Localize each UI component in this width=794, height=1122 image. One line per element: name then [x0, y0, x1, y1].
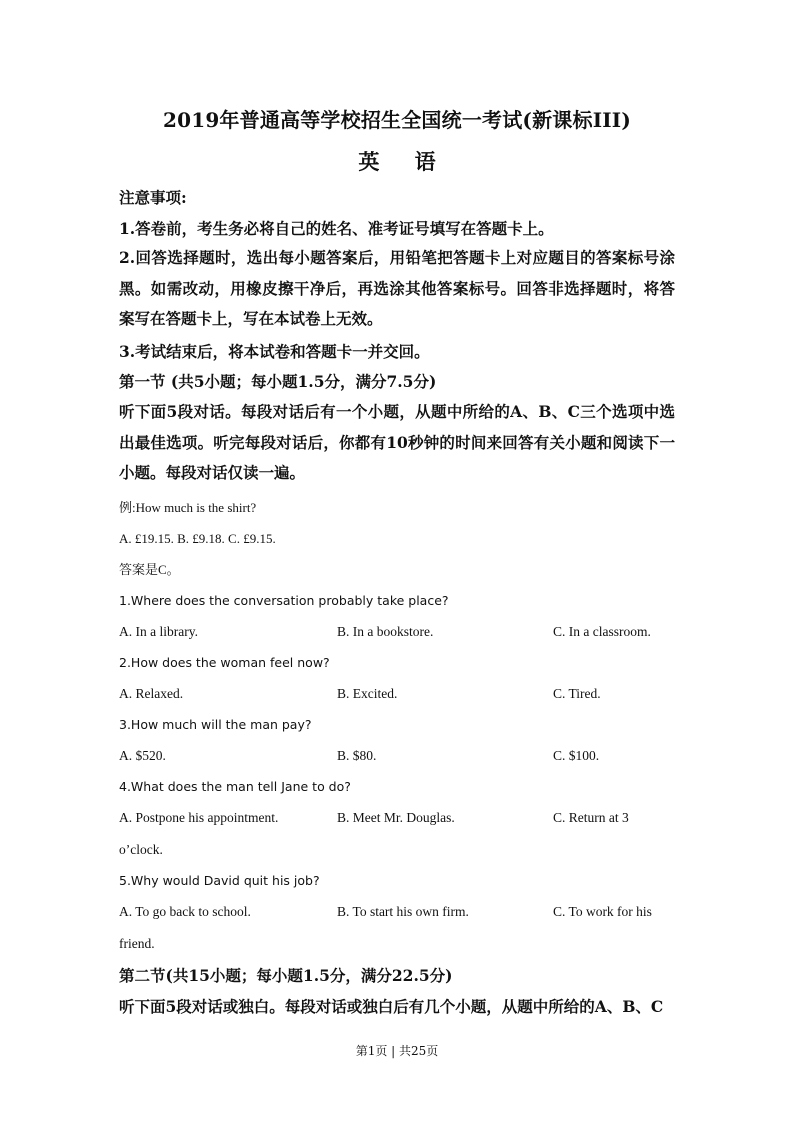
notice-item-1: 1.答卷前，考生务必将自己的姓名、准考证号填写在答题卡上。 [119, 219, 554, 238]
q5-option-c-continued: friend. [119, 936, 155, 951]
example-options: A. £19.15. B. £9.18. C. £9.15. [119, 531, 276, 546]
page-title: 2019年普通高等学校招生全国统一考试(新课标III) [162, 108, 632, 132]
q3-option-a: A. $520. [119, 748, 166, 763]
q4-option-b: B. Meet Mr. Douglas. [337, 810, 455, 825]
question-4: 4.What does the man tell Jane to do? [119, 779, 351, 794]
section2-instructions: 听下面5段对话或独白。每段对话或独白后有几个小题，从题中所给的A、B、C [119, 997, 664, 1016]
q4-option-a: A. Postpone his appointment. [119, 810, 279, 825]
question-3: 3.How much will the man pay? [119, 717, 312, 732]
question-1: 1.Where does the conversation probably take place? [119, 593, 449, 608]
q5-option-a: A. To go back to school. [119, 904, 251, 919]
q1-option-c: C. In a classroom. [553, 624, 651, 639]
section1-heading: 第一节 (共5小题；每小题1.5分，满分7.5分) [119, 372, 437, 391]
example-question: 例:How much is the shirt? [119, 500, 257, 515]
q2-option-a: A. Relaxed. [119, 686, 184, 701]
notice-item-2: 2.回答选择题时，选出每小题答案后，用铅笔把答题卡上对应题目的答案标号涂黑。如需改动，用橡皮擦干净后，再选涂其他答案标号。回答非选择题时，将答案写在答题卡上，写在本试卷上无效。 [119, 248, 675, 328]
q5-option-c: C. To work for his [553, 904, 652, 919]
section2-heading: 第二节(共15小题；每小题1.5分，满分22.5分) [119, 966, 453, 985]
q3-option-c: C. $100. [553, 748, 600, 763]
q4-option-c-continued: o’clock. [119, 842, 163, 857]
q4-option-c: C. Return at 3 [553, 810, 629, 825]
notice-heading: 注意事项: [119, 188, 187, 207]
q1-option-a: A. In a library. [119, 624, 198, 639]
question-2: 2.How does the woman feel now? [119, 655, 330, 670]
section1-instructions: 听下面5段对话。每段对话后有一个小题，从题中所给的A、B、C三个选项中选出最佳选项。听完每段对话后，你都有10秒钟的时间来回答有关小题和阅读下一小题。每段对话仅读一遍。 [119, 402, 675, 482]
q2-option-c: C. Tired. [553, 686, 601, 701]
q2-option-b: B. Excited. [337, 686, 398, 701]
subject-title: 英 语 [358, 149, 436, 174]
notice-item-3: 3.考试结束后，将本试卷和答题卡一并交回。 [119, 342, 430, 361]
page-number: 第1页 | 共25页 [355, 1044, 439, 1058]
question-5: 5.Why would David quit his job? [119, 873, 320, 888]
q3-option-b: B. $80. [337, 748, 377, 763]
example-answer: 答案是C。 [119, 562, 180, 577]
q5-option-b: B. To start his own firm. [337, 904, 469, 919]
q1-option-b: B. In a bookstore. [337, 624, 434, 639]
